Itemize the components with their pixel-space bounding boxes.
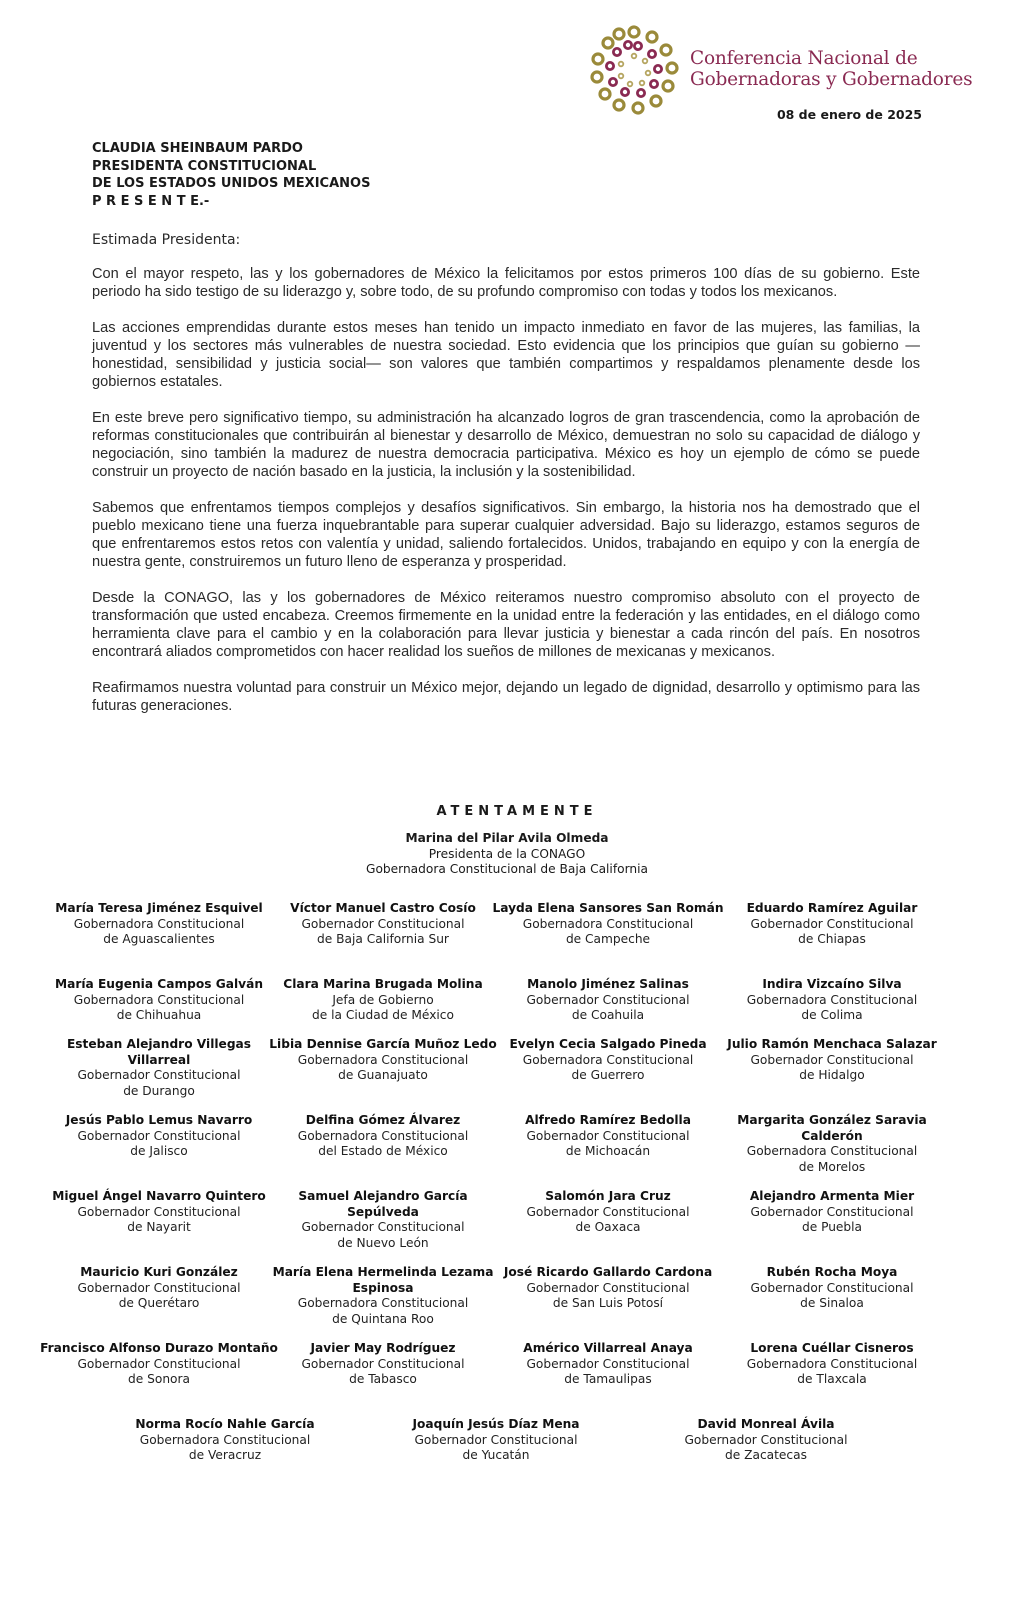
signatory-role: Gobernadora Constitucional de Baja California — [366, 862, 648, 876]
signatory-state: de la Ciudad de México — [312, 1008, 454, 1022]
signatory-name: Alfredo Ramírez Bedolla — [525, 1113, 691, 1127]
signatory-name: David Monreal Ávila — [697, 1417, 835, 1431]
signatory-state: de Tamaulipas — [564, 1372, 652, 1386]
signatory-block — [39, 1037, 279, 1099]
signatory-block — [263, 977, 503, 1024]
signatory-block — [488, 1113, 728, 1160]
signatory-block — [712, 977, 952, 1024]
signatory-title: Gobernador Constitucional — [750, 1280, 914, 1295]
signatory-state: de Baja California Sur — [317, 932, 449, 946]
signatory-title: Gobernadora Constitucional — [297, 1052, 469, 1067]
signatory-block — [39, 1189, 279, 1236]
signatory-state: de Chiapas — [798, 932, 866, 946]
body-paragraph: Desde la CONAGO, las y los gobernadores de México reiteramos nuestro compromiso absoluto con el proyecto de transformación que usted encabeza. Creemos firmemente en la unidad entre la federación y las entidades, en el diálogo como herramienta clave para el cambio y en la colaboración para llevar justicia y bienestar a cada rincón del país. En nosotros encontrará aliados comprometidos con hacer realidad los sueños de millones de mexicanas y mexicanos. — [92, 590, 920, 660]
signatory-title: Gobernador Constitucional — [526, 1128, 690, 1143]
signatory-name: María Teresa Jiménez Esquivel — [55, 901, 263, 915]
addressee-name: CLAUDIA SHEINBAUM PARDO — [92, 141, 303, 156]
body-paragraph: Las acciones emprendidas durante estos meses han tenido un impacto inmediato en favor de las mujeres, las familias, la juventud y los sectores más vulnerables de nuestra sociedad. Esto evidencia que los principios que guían su gobierno —honestidad, sensibilidad y justicia social— son valores que también compartimos y respaldamos plenamente desde los gobiernos estatales. — [92, 320, 920, 390]
signatory-block — [712, 1113, 952, 1175]
addressee-country: DE LOS ESTADOS UNIDOS MEXICANOS — [92, 176, 371, 191]
signatory-state: de Chihuahua — [116, 1008, 202, 1022]
signatory-name: Miguel Ángel Navarro Quintero — [52, 1189, 266, 1203]
signatory-block — [488, 977, 728, 1024]
signatory-state: de Sonora — [128, 1372, 190, 1386]
organization-name-line2: Gobernadoras y Gobernadores — [690, 69, 973, 90]
signatory-block — [488, 1265, 728, 1312]
signatory-state: de Veracruz — [188, 1448, 262, 1462]
conago-logo-icon — [588, 24, 680, 116]
signatory-title: Gobernadora Constitucional — [139, 1432, 311, 1447]
signatory-state: de Tabasco — [349, 1372, 417, 1386]
signatory-block — [263, 901, 503, 948]
signatory-name: Américo Villarreal Anaya — [523, 1341, 693, 1355]
signatory-name: Lorena Cuéllar Cisneros — [750, 1341, 914, 1355]
signatory-state: de Zacatecas — [725, 1448, 807, 1462]
addressee-title: PRESIDENTA CONSTITUCIONAL — [92, 158, 317, 174]
signatory-title: Gobernador Constitucional — [77, 1068, 241, 1082]
signatory-block — [263, 1037, 503, 1084]
addressee-presente: P R E S E N T E.- — [92, 193, 210, 209]
signatory-name: Libia Dennise García Muñoz Ledo — [269, 1037, 497, 1051]
signatory-state: de Durango — [123, 1083, 195, 1098]
signatory-title: Gobernador Constitucional — [301, 916, 465, 931]
letter-date: 08 de enero de 2025 — [776, 107, 922, 122]
signatory-title: Gobernador Constitucional — [77, 1128, 241, 1143]
signatory-state: de Coahuila — [571, 1008, 645, 1022]
signatory-state: de Puebla — [801, 1220, 863, 1234]
signatory-title: Gobernador Constitucional — [526, 1204, 690, 1219]
signatory-title: Gobernador Constitucional — [77, 1280, 241, 1295]
signatory-name: Manolo Jiménez Salinas — [527, 977, 689, 991]
letter-body — [92, 265, 920, 733]
signatory-name: Francisco Alfonso Durazo Montaño — [40, 1341, 278, 1355]
signatory-block — [263, 1113, 503, 1160]
signatory-block — [712, 1341, 952, 1388]
signatory-name: Salomón Jara Cruz — [545, 1189, 671, 1203]
signatory-state: de Quintana Roo — [332, 1311, 434, 1326]
signatory-name: Indira Vizcaíno Silva — [762, 977, 902, 991]
signatory-block — [712, 1189, 952, 1236]
signatory-block — [39, 977, 279, 1024]
signatory-name: Jesús Pablo Lemus Navarro — [65, 1113, 253, 1127]
signatory-title: Presidenta de la CONAGO — [428, 846, 586, 861]
signatory-block — [39, 1265, 279, 1312]
salutation: Estimada Presidenta: — [92, 232, 241, 248]
signatory-state: de Oaxaca — [575, 1220, 641, 1234]
signatory-state: de Querétaro — [118, 1296, 200, 1310]
signatory-title: Gobernadora Constitucional — [297, 1128, 469, 1143]
signatory-block — [39, 901, 279, 948]
signatory-title: Gobernadora Constitucional — [73, 916, 245, 931]
signatory-block — [488, 1037, 728, 1084]
signatory-block — [105, 1417, 345, 1464]
signatory-title: Gobernador Constitucional — [77, 1204, 241, 1219]
signatory-title: Gobernador Constitucional — [301, 1220, 465, 1234]
signatory-name: Delfina Gómez Álvarez — [305, 1113, 461, 1127]
signatory-state: de Tlaxcala — [797, 1372, 867, 1386]
signatory-name: Norma Rocío Nahle García — [135, 1417, 315, 1431]
signatory-name: Javier May Rodríguez — [310, 1341, 456, 1355]
signatory-name: Layda Elena Sansores San Román — [492, 901, 724, 915]
addressee-block — [92, 140, 370, 210]
signatory-name: María Elena Hermelinda Lezama Espinosa — [272, 1265, 494, 1295]
signatory-state: de San Luis Potosí — [552, 1296, 664, 1310]
signatory-state: de Aguascalientes — [103, 932, 215, 946]
signatory-name: María Eugenia Campos Galván — [54, 977, 264, 991]
signatory-block — [39, 1113, 279, 1160]
signatory-block — [263, 1341, 503, 1388]
signatory-name: Eduardo Ramírez Aguilar — [746, 901, 918, 915]
closing-atentamente: ATENTAMENTE — [436, 804, 598, 819]
signatory-block — [39, 1341, 279, 1388]
signatory-title: Gobernadora Constitucional — [746, 1144, 918, 1158]
signatory-title: Gobernador Constitucional — [684, 1432, 848, 1447]
signatory-name: Esteban Alejandro Villegas Villarreal — [66, 1037, 252, 1067]
signatory-name: Samuel Alejandro García Sepúlveda — [298, 1189, 468, 1219]
signatory-title: Gobernador Constitucional — [526, 1356, 690, 1371]
signatory-title: Gobernador Constitucional — [526, 1280, 690, 1295]
signatory-title: Gobernadora Constitucional — [297, 1296, 469, 1310]
signatory-name: Clara Marina Brugada Molina — [283, 977, 483, 991]
signatory-name: Marina del Pilar Avila Olmeda — [405, 831, 609, 845]
signatory-block — [488, 1341, 728, 1388]
signatory-name: Joaquín Jesús Díaz Mena — [412, 1417, 580, 1431]
signatory-title: Gobernador Constitucional — [750, 916, 914, 931]
signatory-block — [263, 1265, 503, 1327]
signatory-title: Gobernador Constitucional — [301, 1356, 465, 1371]
signatory-block — [712, 901, 952, 948]
signatory-name: Julio Ramón Menchaca Salazar — [727, 1037, 937, 1051]
body-paragraph: Sabemos que enfrentamos tiempos complejos y desafíos significativos. Sin embargo, la historia nos ha demostrado que el pueblo mexicano tiene una fuerza inquebrantable para superar cualquier adversidad. Bajo su liderazgo, estamos seguros de que enfrentaremos estos retos con valentía y unidad, saliendo fortalecidos. Unidos, trabajando en equipo y con la energía de nuestra gente, construiremos un futuro lleno de esperanza y prosperidad. — [92, 500, 920, 570]
signatory-state: de Campeche — [565, 932, 651, 946]
signatory-title: Gobernadora Constitucional — [746, 1356, 918, 1371]
signatory-title: Gobernador Constitucional — [77, 1356, 241, 1371]
signatory-block — [263, 1189, 503, 1251]
signatory-state: del Estado de México — [318, 1144, 448, 1158]
signatory-title: Gobernadora Constitucional — [522, 916, 694, 931]
signatory-title: Gobernadora Constitucional — [522, 1052, 694, 1067]
president-signature — [0, 831, 1014, 878]
signatory-name: Evelyn Cecia Salgado Pineda — [509, 1037, 707, 1051]
signatory-name: Alejandro Armenta Mier — [749, 1189, 915, 1203]
signatory-title: Gobernadora Constitucional — [746, 992, 918, 1007]
signatory-block — [646, 1417, 886, 1464]
signatory-name: Mauricio Kuri González — [80, 1265, 238, 1279]
signatory-block — [712, 1265, 952, 1312]
signatory-state: de Michoacán — [565, 1144, 651, 1158]
signatory-title: Gobernador Constitucional — [526, 992, 690, 1007]
signatory-title: Gobernadora Constitucional — [73, 992, 245, 1007]
signatory-state: de Sinaloa — [800, 1296, 864, 1310]
organization-name — [690, 48, 972, 90]
organization-name-line1: Conferencia Nacional de — [690, 48, 918, 69]
signatory-name: Rubén Rocha Moya — [766, 1265, 898, 1279]
signatory-state: de Colima — [801, 1008, 863, 1022]
body-paragraph: Reafirmamos nuestra voluntad para construir un México mejor, dejando un legado de dignidad, desarrollo y optimismo para las futuras generaciones. — [92, 680, 920, 714]
signatory-name: José Ricardo Gallardo Cardona — [503, 1265, 713, 1279]
signatory-block — [712, 1037, 952, 1084]
signatory-state: de Yucatán — [462, 1448, 530, 1462]
signatory-state: de Guanajuato — [338, 1068, 428, 1082]
signatory-state: de Jalisco — [130, 1144, 188, 1158]
signatory-state: de Hidalgo — [799, 1068, 865, 1082]
body-paragraph: En este breve pero significativo tiempo, su administración ha alcanzado logros de gran trascendencia, como la aprobación de reformas constitucionales que contribuirán al bienestar y desarrollo de México, demuestran no solo su capacidad de diálogo y negociación, sino también la madurez de nuestra democracia participativa. México es hoy un ejemplo de cómo se puede construir un proyecto de nación basado en la justicia, la inclusión y la sostenibilidad. — [92, 410, 920, 480]
signatory-state: de Nayarit — [127, 1220, 191, 1234]
signatory-block — [488, 1189, 728, 1236]
body-paragraph: Con el mayor respeto, las y los gobernadores de México la felicitamos por estos primeros 100 días de su gobierno. Este periodo ha sido testigo de su liderazgo y, sobre todo, de su profundo compromiso con todas y todos los mexicanos. — [92, 266, 920, 300]
signatory-block — [376, 1417, 616, 1464]
signatory-name: Margarita González Saravia Calderón — [737, 1113, 927, 1143]
signatory-name: Víctor Manuel Castro Cosío — [290, 901, 476, 915]
signatory-block — [488, 901, 728, 948]
signatory-state: de Guerrero — [571, 1068, 645, 1082]
signatory-state: de Morelos — [798, 1159, 866, 1174]
signatory-title: Gobernador Constitucional — [750, 1052, 914, 1067]
signatory-title: Jefa de Gobierno — [332, 992, 434, 1007]
signatory-title: Gobernador Constitucional — [414, 1432, 578, 1447]
signatory-title: Gobernador Constitucional — [750, 1204, 914, 1219]
signatory-state: de Nuevo León — [337, 1235, 429, 1250]
